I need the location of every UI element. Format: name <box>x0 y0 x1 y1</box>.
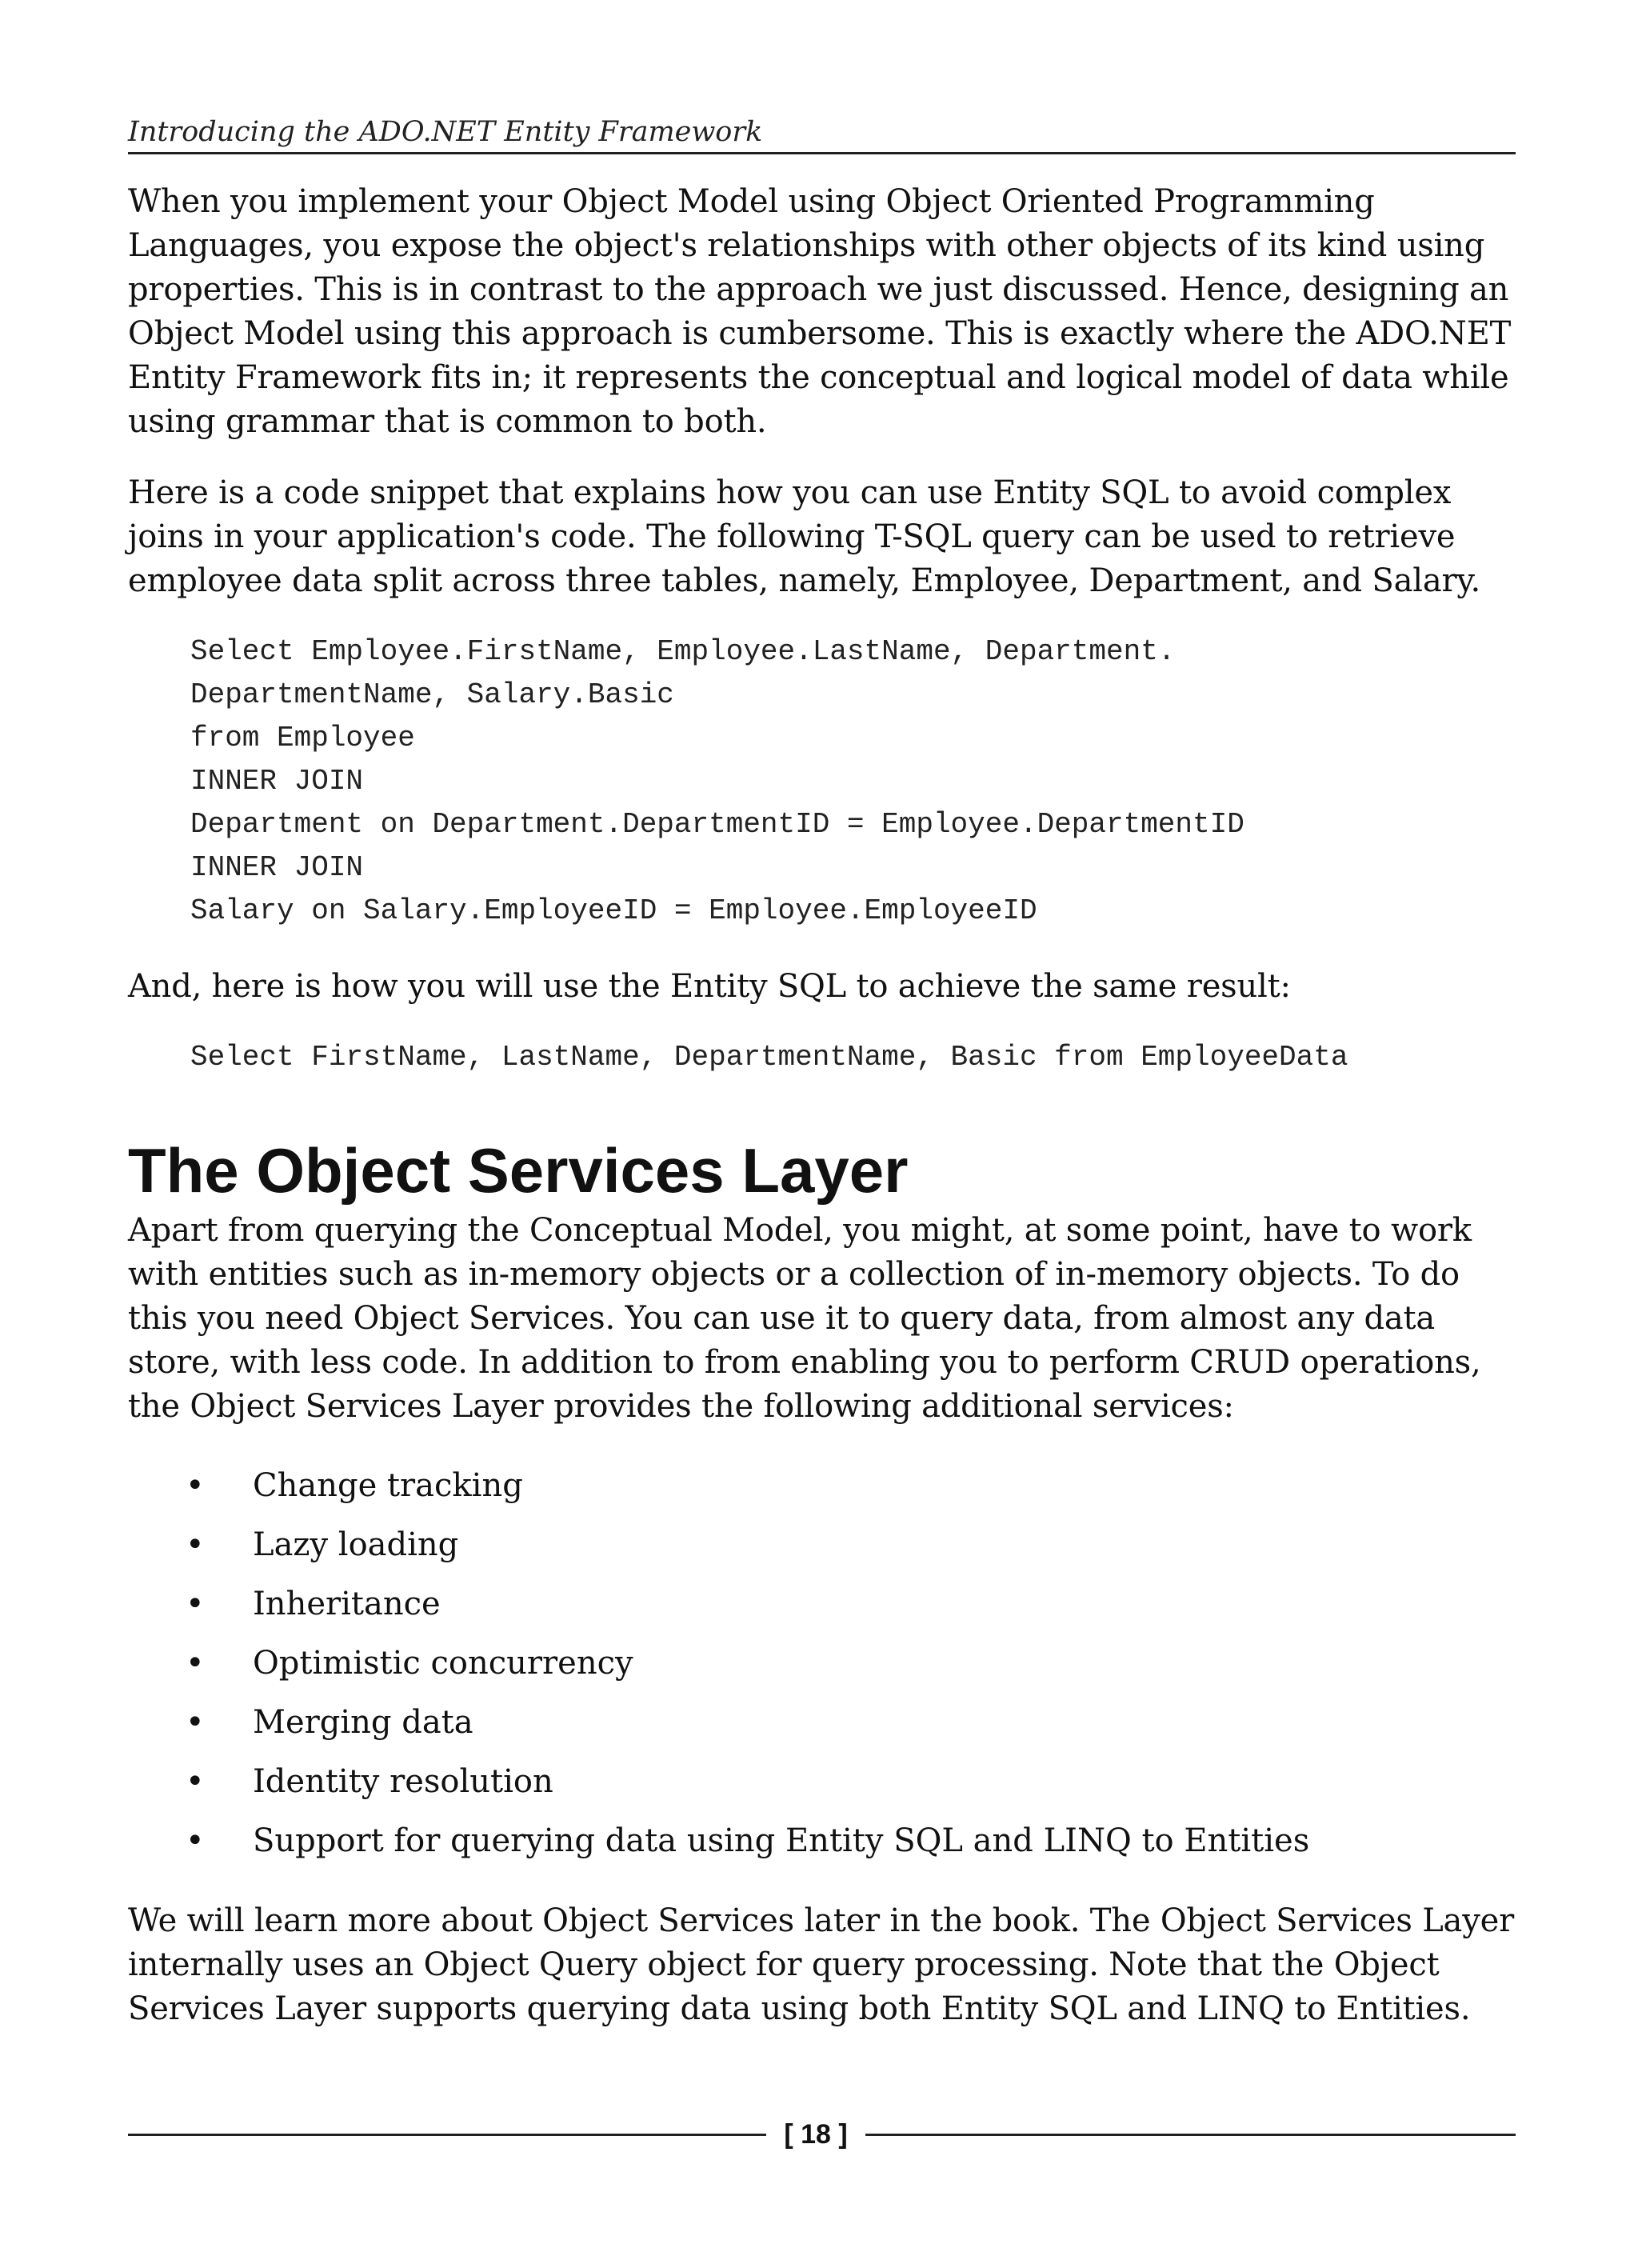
list-item-text: Identity resolution <box>253 1763 553 1800</box>
code-block-entity-sql <box>190 1036 1516 1079</box>
list-item <box>128 1515 1516 1574</box>
list-item <box>128 1634 1516 1693</box>
paragraph-closing: We will learn more about Object Services later in the book. The Object Services Layer internally uses an Object Query object for query processing. Note that the Object Services Layer supports querying data using both Entity SQL and LINQ to Entities. <box>128 1902 1515 2027</box>
bullet-icon: • <box>186 1822 205 1859</box>
book-page <box>128 0 1516 2268</box>
page-number: [ 18 ] <box>784 2119 848 2150</box>
bullet-icon: • <box>186 1704 205 1741</box>
code-line: from Employee <box>190 722 415 754</box>
bullet-icon: • <box>186 1586 205 1622</box>
list-item-text: Change tracking <box>253 1467 523 1504</box>
bullet-icon: • <box>186 1645 205 1682</box>
page-footer <box>128 2114 1516 2154</box>
list-item <box>128 1693 1516 1752</box>
bullet-icon: • <box>186 1526 205 1563</box>
paragraph-entity-sql-intro: And, here is how you will use the Entity SQL to achieve the same result: <box>128 968 1291 1005</box>
code-line: Select FirstName, LastName, DepartmentName, Basic from EmployeeData <box>190 1041 1348 1074</box>
code-line: Salary on Salary.EmployeeID = Employee.EmployeeID <box>190 894 1037 927</box>
page-content <box>128 180 1516 2058</box>
bullet-icon: • <box>186 1467 205 1504</box>
footer-rule-left <box>128 2134 766 2136</box>
code-line: Select Employee.FirstName, Employee.LastName, Department. <box>190 635 1176 668</box>
list-item <box>128 1811 1516 1870</box>
running-header: Introducing the ADO.NET Entity Framework <box>128 112 1516 154</box>
code-line: DepartmentName, Salary.Basic <box>190 678 674 711</box>
code-line: INNER JOIN <box>190 765 364 798</box>
code-line: INNER JOIN <box>190 851 364 884</box>
list-item-text: Lazy loading <box>253 1526 459 1563</box>
list-item <box>128 1752 1516 1811</box>
section-heading: The Object Services Layer <box>128 1135 909 1206</box>
code-line: Department on Department.DepartmentID = Employee.DepartmentID <box>190 808 1244 841</box>
list-item-text: Support for querying data using Entity SQL and LINQ to Entities <box>253 1822 1310 1859</box>
paragraph-object-model: When you implement your Object Model using Object Oriented Programming Languages, you expose the object's relationships with other objects of its kind using properties. This is in contrast to the approach we just discussed. Hence, designing an Object Model using this approach is cumbersome. This is exactly where the ADO.NET Entity Framework fits in; it represents the conceptual and logical model of data while using grammar that is common to both. <box>128 183 1512 440</box>
list-item <box>128 1456 1516 1515</box>
list-item-text: Optimistic concurrency <box>253 1645 633 1682</box>
list-item <box>128 1574 1516 1634</box>
code-block-tsql <box>190 630 1516 933</box>
paragraph-object-services: Apart from querying the Conceptual Model, you might, at some point, have to work with entities such as in-memory objects or a collection of in-memory objects. To do this you need Object Services. You can use it to query data, from almost any data store, with less code. In addition to from enabling you to perform CRUD operations, the Object Services Layer provides the following additional services: <box>128 1212 1481 1425</box>
list-item-text: Inheritance <box>253 1586 441 1622</box>
footer-rule-right <box>865 2134 1516 2136</box>
list-item-text: Merging data <box>253 1704 473 1741</box>
services-list <box>128 1456 1516 1870</box>
bullet-icon: • <box>186 1763 205 1800</box>
paragraph-code-intro: Here is a code snippet that explains how you can use Entity SQL to avoid complex joins in your application's code. The following T-SQL query can be used to retrieve employee data split across three tables, namely, Employee, Department, and Salary. <box>128 474 1481 599</box>
